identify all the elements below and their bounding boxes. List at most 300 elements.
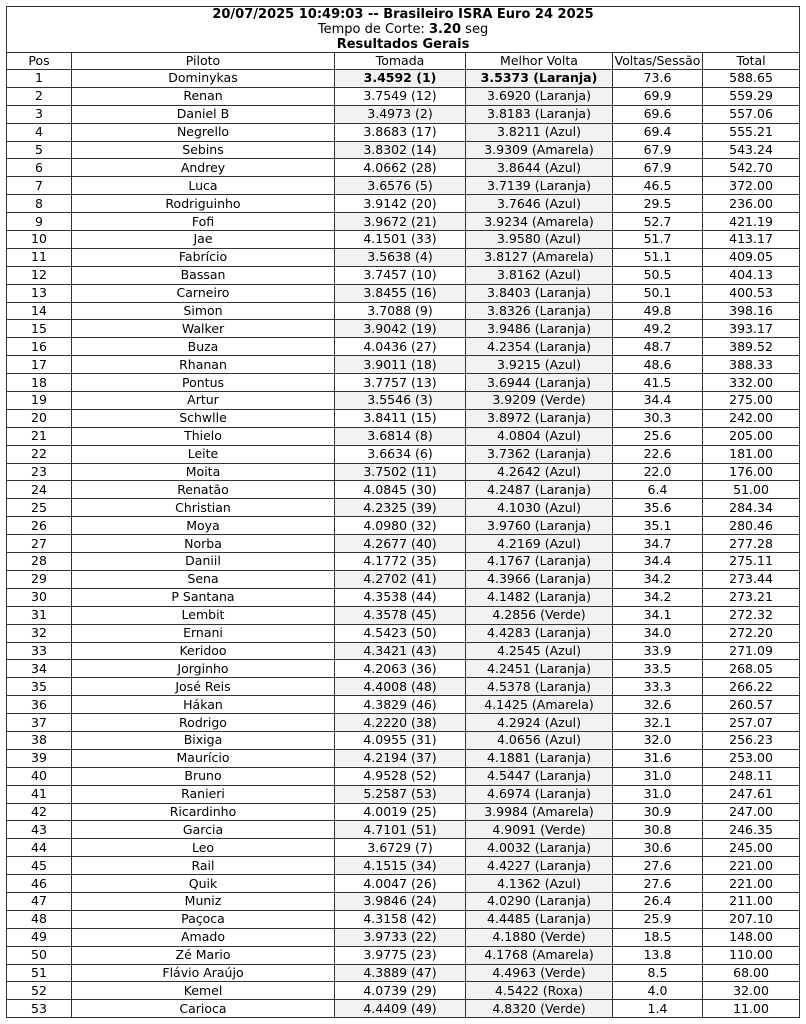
cell-tomada: 3.7549 (12) — [335, 87, 466, 105]
cell-voltas-sessao: 51.1 — [613, 248, 703, 266]
cell-total: 404.13 — [703, 266, 800, 284]
cell-total: 272.32 — [703, 606, 800, 624]
cell-pos: 10 — [7, 231, 72, 249]
cell-tomada: 3.7457 (10) — [335, 266, 466, 284]
cell-piloto: Carioca — [72, 1000, 335, 1018]
table-row — [7, 767, 800, 785]
table-row — [7, 875, 800, 893]
cell-total: 284.34 — [703, 499, 800, 517]
cell-voltas-sessao: 6.4 — [613, 481, 703, 499]
cell-melhor-volta: 3.8644 (Azul) — [466, 159, 613, 177]
cell-voltas-sessao: 22.0 — [613, 463, 703, 481]
cell-total: 555.21 — [703, 123, 800, 141]
cell-total: 559.29 — [703, 87, 800, 105]
cell-tomada: 4.3538 (44) — [335, 588, 466, 606]
cell-total: 211.00 — [703, 892, 800, 910]
cell-voltas-sessao: 30.3 — [613, 409, 703, 427]
cell-tomada: 4.5423 (50) — [335, 624, 466, 642]
cell-total: 253.00 — [703, 749, 800, 767]
cell-voltas-sessao: 48.7 — [613, 338, 703, 356]
table-row — [7, 517, 800, 535]
table-row — [7, 499, 800, 517]
cell-piloto: Pontus — [72, 374, 335, 392]
cell-melhor-volta: 4.2354 (Laranja) — [466, 338, 613, 356]
cell-piloto: Rhanan — [72, 356, 335, 374]
cell-melhor-volta: 4.1425 (Amarela) — [466, 696, 613, 714]
cell-total: 257.07 — [703, 714, 800, 732]
cell-piloto: Paçoca — [72, 910, 335, 928]
cell-piloto: Fofi — [72, 213, 335, 231]
cell-pos: 33 — [7, 642, 72, 660]
table-row — [7, 982, 800, 1000]
cell-piloto: Rail — [72, 857, 335, 875]
cell-total: 110.00 — [703, 946, 800, 964]
cell-piloto: Sena — [72, 570, 335, 588]
cell-total: 176.00 — [703, 463, 800, 481]
table-row — [7, 946, 800, 964]
table-row — [7, 266, 800, 284]
cell-tomada: 3.6814 (8) — [335, 427, 466, 445]
cell-piloto: Bruno — [72, 767, 335, 785]
cell-melhor-volta: 3.9580 (Azul) — [466, 231, 613, 249]
cell-pos: 16 — [7, 338, 72, 356]
cell-pos: 32 — [7, 624, 72, 642]
table-row — [7, 177, 800, 195]
cell-pos: 40 — [7, 767, 72, 785]
cell-piloto: Ricardinho — [72, 803, 335, 821]
cell-piloto: Thielo — [72, 427, 335, 445]
cell-piloto: Muniz — [72, 892, 335, 910]
table-row — [7, 392, 800, 410]
cell-voltas-sessao: 13.8 — [613, 946, 703, 964]
results-table — [6, 6, 800, 1018]
cell-total: 181.00 — [703, 445, 800, 463]
cell-tomada: 4.0845 (30) — [335, 481, 466, 499]
cell-voltas-sessao: 35.6 — [613, 499, 703, 517]
cell-voltas-sessao: 73.6 — [613, 70, 703, 88]
cell-voltas-sessao: 27.6 — [613, 875, 703, 893]
cell-total: 271.09 — [703, 642, 800, 660]
cell-melhor-volta: 4.1881 (Laranja) — [466, 749, 613, 767]
table-row — [7, 320, 800, 338]
cell-melhor-volta: 3.7646 (Azul) — [466, 195, 613, 213]
cell-pos: 19 — [7, 392, 72, 410]
cell-piloto: Schwlle — [72, 409, 335, 427]
cell-voltas-sessao: 69.6 — [613, 105, 703, 123]
cell-total: 588.65 — [703, 70, 800, 88]
cell-melhor-volta: 3.6920 (Laranja) — [466, 87, 613, 105]
cell-pos: 22 — [7, 445, 72, 463]
cell-melhor-volta: 4.2545 (Azul) — [466, 642, 613, 660]
table-row — [7, 213, 800, 231]
cell-voltas-sessao: 34.7 — [613, 535, 703, 553]
cell-melhor-volta: 3.7139 (Laranja) — [466, 177, 613, 195]
cell-total: 372.00 — [703, 177, 800, 195]
cell-voltas-sessao: 30.6 — [613, 839, 703, 857]
cell-tomada: 4.0739 (29) — [335, 982, 466, 1000]
cell-melhor-volta: 3.9486 (Laranja) — [466, 320, 613, 338]
cell-pos: 27 — [7, 535, 72, 553]
cell-tomada: 4.0955 (31) — [335, 731, 466, 749]
cell-melhor-volta: 4.1482 (Laranja) — [466, 588, 613, 606]
table-row — [7, 302, 800, 320]
cell-tomada: 4.0662 (28) — [335, 159, 466, 177]
cell-melhor-volta: 3.8183 (Laranja) — [466, 105, 613, 123]
cell-pos: 4 — [7, 123, 72, 141]
cell-pos: 11 — [7, 248, 72, 266]
cell-voltas-sessao: 69.9 — [613, 87, 703, 105]
table-row — [7, 839, 800, 857]
cell-piloto: Sebins — [72, 141, 335, 159]
cell-melhor-volta: 4.5378 (Laranja) — [466, 678, 613, 696]
cell-pos: 52 — [7, 982, 72, 1000]
cell-voltas-sessao: 52.7 — [613, 213, 703, 231]
cell-melhor-volta: 4.2451 (Laranja) — [466, 660, 613, 678]
cell-pos: 23 — [7, 463, 72, 481]
cell-tomada: 4.1501 (33) — [335, 231, 466, 249]
cell-piloto: Ernani — [72, 624, 335, 642]
cell-pos: 8 — [7, 195, 72, 213]
table-row — [7, 481, 800, 499]
cell-total: 207.10 — [703, 910, 800, 928]
cell-melhor-volta: 3.7362 (Laranja) — [466, 445, 613, 463]
cell-voltas-sessao: 27.6 — [613, 857, 703, 875]
cell-piloto: Leite — [72, 445, 335, 463]
cell-piloto: Zé Mario — [72, 946, 335, 964]
cell-melhor-volta: 3.8211 (Azul) — [466, 123, 613, 141]
table-row — [7, 570, 800, 588]
cell-piloto: Walker — [72, 320, 335, 338]
cell-melhor-volta: 4.0290 (Laranja) — [466, 892, 613, 910]
cell-tomada: 3.7757 (13) — [335, 374, 466, 392]
cell-total: 266.22 — [703, 678, 800, 696]
cell-piloto: Jorginho — [72, 660, 335, 678]
cell-total: 273.44 — [703, 570, 800, 588]
cell-total: 277.28 — [703, 535, 800, 553]
cell-voltas-sessao: 8.5 — [613, 964, 703, 982]
report-header — [7, 7, 800, 53]
cell-tomada: 4.1515 (34) — [335, 857, 466, 875]
cell-melhor-volta: 3.8127 (Amarela) — [466, 248, 613, 266]
cell-tomada: 3.9011 (18) — [335, 356, 466, 374]
cell-voltas-sessao: 33.5 — [613, 660, 703, 678]
cell-tomada: 4.0019 (25) — [335, 803, 466, 821]
cell-tomada: 4.2702 (41) — [335, 570, 466, 588]
cell-voltas-sessao: 29.5 — [613, 195, 703, 213]
cell-voltas-sessao: 25.9 — [613, 910, 703, 928]
cell-piloto: Quik — [72, 875, 335, 893]
cell-voltas-sessao: 1.4 — [613, 1000, 703, 1018]
table-row — [7, 105, 800, 123]
cell-pos: 24 — [7, 481, 72, 499]
cell-voltas-sessao: 33.9 — [613, 642, 703, 660]
cell-pos: 31 — [7, 606, 72, 624]
cell-tomada: 3.4592 (1) — [335, 70, 466, 88]
table-row — [7, 356, 800, 374]
cell-tomada: 3.9142 (20) — [335, 195, 466, 213]
cell-voltas-sessao: 46.5 — [613, 177, 703, 195]
cell-melhor-volta: 4.4963 (Verde) — [466, 964, 613, 982]
cell-voltas-sessao: 4.0 — [613, 982, 703, 1000]
cell-total: 205.00 — [703, 427, 800, 445]
table-row — [7, 553, 800, 571]
cell-total: 236.00 — [703, 195, 800, 213]
cell-pos: 43 — [7, 821, 72, 839]
cell-total: 275.11 — [703, 553, 800, 571]
cell-voltas-sessao: 25.6 — [613, 427, 703, 445]
cell-tomada: 4.2677 (40) — [335, 535, 466, 553]
table-row — [7, 857, 800, 875]
cell-tomada: 4.4409 (49) — [335, 1000, 466, 1018]
cell-tomada: 4.2325 (39) — [335, 499, 466, 517]
cell-voltas-sessao: 50.1 — [613, 284, 703, 302]
cell-melhor-volta: 4.2487 (Laranja) — [466, 481, 613, 499]
cell-pos: 45 — [7, 857, 72, 875]
cell-pos: 36 — [7, 696, 72, 714]
cell-tomada: 3.8683 (17) — [335, 123, 466, 141]
cell-tomada: 3.6576 (5) — [335, 177, 466, 195]
cell-melhor-volta: 4.0032 (Laranja) — [466, 839, 613, 857]
table-row — [7, 374, 800, 392]
cell-voltas-sessao: 32.6 — [613, 696, 703, 714]
cell-melhor-volta: 4.8320 (Verde) — [466, 1000, 613, 1018]
cell-total: 256.23 — [703, 731, 800, 749]
cell-voltas-sessao: 31.0 — [613, 767, 703, 785]
cell-melhor-volta: 4.2642 (Azul) — [466, 463, 613, 481]
cell-voltas-sessao: 31.6 — [613, 749, 703, 767]
cell-total: 332.00 — [703, 374, 800, 392]
cell-voltas-sessao: 30.8 — [613, 821, 703, 839]
cell-pos: 38 — [7, 731, 72, 749]
cell-pos: 13 — [7, 284, 72, 302]
cell-total: 247.00 — [703, 803, 800, 821]
table-row — [7, 284, 800, 302]
cell-tomada: 4.0047 (26) — [335, 875, 466, 893]
cell-tomada: 3.5546 (3) — [335, 392, 466, 410]
cell-total: 221.00 — [703, 857, 800, 875]
table-row — [7, 714, 800, 732]
cell-melhor-volta: 4.5447 (Laranja) — [466, 767, 613, 785]
cell-pos: 42 — [7, 803, 72, 821]
cell-voltas-sessao: 49.2 — [613, 320, 703, 338]
cell-melhor-volta: 4.9091 (Verde) — [466, 821, 613, 839]
cell-total: 409.05 — [703, 248, 800, 266]
cell-tomada: 3.7088 (9) — [335, 302, 466, 320]
cell-melhor-volta: 3.8326 (Laranja) — [466, 302, 613, 320]
cell-piloto: Simon — [72, 302, 335, 320]
cell-voltas-sessao: 22.6 — [613, 445, 703, 463]
cell-pos: 53 — [7, 1000, 72, 1018]
cell-piloto: Ranieri — [72, 785, 335, 803]
cell-melhor-volta: 3.9215 (Azul) — [466, 356, 613, 374]
cell-melhor-volta: 3.5373 (Laranja) — [466, 70, 613, 88]
cell-melhor-volta: 4.5422 (Roxa) — [466, 982, 613, 1000]
cell-pos: 29 — [7, 570, 72, 588]
cell-total: 389.52 — [703, 338, 800, 356]
cell-tomada: 4.3889 (47) — [335, 964, 466, 982]
cell-tomada: 4.4008 (48) — [335, 678, 466, 696]
cell-piloto: Hákan — [72, 696, 335, 714]
cell-piloto: Daniel B — [72, 105, 335, 123]
table-row — [7, 731, 800, 749]
cell-pos: 34 — [7, 660, 72, 678]
cell-melhor-volta: 4.1768 (Amarela) — [466, 946, 613, 964]
col-tomada: Tomada — [335, 53, 466, 70]
cell-voltas-sessao: 32.1 — [613, 714, 703, 732]
cell-melhor-volta: 3.8972 (Laranja) — [466, 409, 613, 427]
cell-voltas-sessao: 26.4 — [613, 892, 703, 910]
cell-total: 273.21 — [703, 588, 800, 606]
cell-pos: 26 — [7, 517, 72, 535]
cell-tomada: 3.6729 (7) — [335, 839, 466, 857]
cell-tomada: 4.3578 (45) — [335, 606, 466, 624]
cell-pos: 17 — [7, 356, 72, 374]
cell-pos: 47 — [7, 892, 72, 910]
cell-voltas-sessao: 32.0 — [613, 731, 703, 749]
cell-total: 280.46 — [703, 517, 800, 535]
table-row — [7, 195, 800, 213]
cell-total: 11.00 — [703, 1000, 800, 1018]
cell-tomada: 3.6634 (6) — [335, 445, 466, 463]
cell-piloto: Lembit — [72, 606, 335, 624]
table-row — [7, 427, 800, 445]
cell-total: 400.53 — [703, 284, 800, 302]
cell-total: 248.11 — [703, 767, 800, 785]
cell-piloto: Rodriguinho — [72, 195, 335, 213]
cell-pos: 15 — [7, 320, 72, 338]
table-row — [7, 463, 800, 481]
cell-tomada: 3.9733 (22) — [335, 928, 466, 946]
cell-piloto: Amado — [72, 928, 335, 946]
cell-piloto: Bixiga — [72, 731, 335, 749]
cell-piloto: Daniil — [72, 553, 335, 571]
cell-melhor-volta: 4.6974 (Laranja) — [466, 785, 613, 803]
cell-pos: 30 — [7, 588, 72, 606]
cell-melhor-volta: 4.4227 (Laranja) — [466, 857, 613, 875]
table-row — [7, 123, 800, 141]
cell-voltas-sessao: 67.9 — [613, 141, 703, 159]
table-row — [7, 803, 800, 821]
cell-piloto: Christian — [72, 499, 335, 517]
cell-pos: 5 — [7, 141, 72, 159]
cell-tomada: 3.5638 (4) — [335, 248, 466, 266]
cell-melhor-volta: 3.6944 (Laranja) — [466, 374, 613, 392]
table-row — [7, 928, 800, 946]
table-row — [7, 749, 800, 767]
table-row — [7, 231, 800, 249]
cell-piloto: Artur — [72, 392, 335, 410]
cell-pos: 28 — [7, 553, 72, 571]
cell-melhor-volta: 4.1362 (Azul) — [466, 875, 613, 893]
cell-voltas-sessao: 34.2 — [613, 588, 703, 606]
cell-tomada: 3.7502 (11) — [335, 463, 466, 481]
cell-piloto: Negrello — [72, 123, 335, 141]
cell-voltas-sessao: 34.4 — [613, 392, 703, 410]
cell-piloto: Keridoo — [72, 642, 335, 660]
cell-pos: 1 — [7, 70, 72, 88]
cut-time-unit: seg — [461, 22, 489, 37]
results-sheet — [6, 6, 799, 1018]
cell-voltas-sessao: 30.9 — [613, 803, 703, 821]
cell-melhor-volta: 3.9209 (Verde) — [466, 392, 613, 410]
report-subtitle: Resultados Gerais — [336, 37, 470, 52]
cell-melhor-volta: 3.9760 (Laranja) — [466, 517, 613, 535]
cell-piloto: Dominykas — [72, 70, 335, 88]
cell-pos: 25 — [7, 499, 72, 517]
cell-piloto: Renatão — [72, 481, 335, 499]
cell-melhor-volta: 4.1880 (Verde) — [466, 928, 613, 946]
cell-piloto: Andrey — [72, 159, 335, 177]
table-row — [7, 248, 800, 266]
cell-piloto: Jae — [72, 231, 335, 249]
cell-voltas-sessao: 34.1 — [613, 606, 703, 624]
cut-time-value: 3.20 — [428, 22, 462, 37]
cell-pos: 3 — [7, 105, 72, 123]
cell-piloto: P Santana — [72, 588, 335, 606]
cell-pos: 51 — [7, 964, 72, 982]
col-piloto: Piloto — [72, 53, 335, 70]
table-row — [7, 696, 800, 714]
table-row — [7, 159, 800, 177]
table-row — [7, 785, 800, 803]
cell-voltas-sessao: 49.8 — [613, 302, 703, 320]
cell-total: 32.00 — [703, 982, 800, 1000]
cell-tomada: 3.8302 (14) — [335, 141, 466, 159]
cell-tomada: 4.2063 (36) — [335, 660, 466, 678]
cell-voltas-sessao: 31.0 — [613, 785, 703, 803]
cell-total: 542.70 — [703, 159, 800, 177]
table-row — [7, 642, 800, 660]
cell-pos: 37 — [7, 714, 72, 732]
cut-time-label: Tempo de Corte: — [317, 22, 429, 37]
col-total: Total — [703, 53, 800, 70]
cell-pos: 21 — [7, 427, 72, 445]
cell-total: 398.16 — [703, 302, 800, 320]
table-row — [7, 678, 800, 696]
cell-total: 245.00 — [703, 839, 800, 857]
cell-melhor-volta: 4.2856 (Verde) — [466, 606, 613, 624]
table-row — [7, 70, 800, 88]
cell-total: 543.24 — [703, 141, 800, 159]
cell-melhor-volta: 4.0656 (Azul) — [466, 731, 613, 749]
cell-pos: 49 — [7, 928, 72, 946]
cell-voltas-sessao: 34.0 — [613, 624, 703, 642]
cell-tomada: 3.9672 (21) — [335, 213, 466, 231]
cell-piloto: Kemel — [72, 982, 335, 1000]
cell-pos: 46 — [7, 875, 72, 893]
column-header-row — [7, 53, 800, 70]
cell-total: 275.00 — [703, 392, 800, 410]
table-row — [7, 964, 800, 982]
table-row — [7, 338, 800, 356]
cell-piloto: Carneiro — [72, 284, 335, 302]
cell-pos: 20 — [7, 409, 72, 427]
cell-total: 388.33 — [703, 356, 800, 374]
cell-pos: 35 — [7, 678, 72, 696]
table-row — [7, 535, 800, 553]
cell-pos: 44 — [7, 839, 72, 857]
cell-piloto: Buza — [72, 338, 335, 356]
cell-piloto: Renan — [72, 87, 335, 105]
cell-pos: 48 — [7, 910, 72, 928]
cell-voltas-sessao: 69.4 — [613, 123, 703, 141]
cell-voltas-sessao: 35.1 — [613, 517, 703, 535]
cell-tomada: 3.9775 (23) — [335, 946, 466, 964]
cell-voltas-sessao: 33.3 — [613, 678, 703, 696]
cell-melhor-volta: 3.9234 (Amarela) — [466, 213, 613, 231]
cell-piloto: Rodrigo — [72, 714, 335, 732]
cell-tomada: 3.8455 (16) — [335, 284, 466, 302]
